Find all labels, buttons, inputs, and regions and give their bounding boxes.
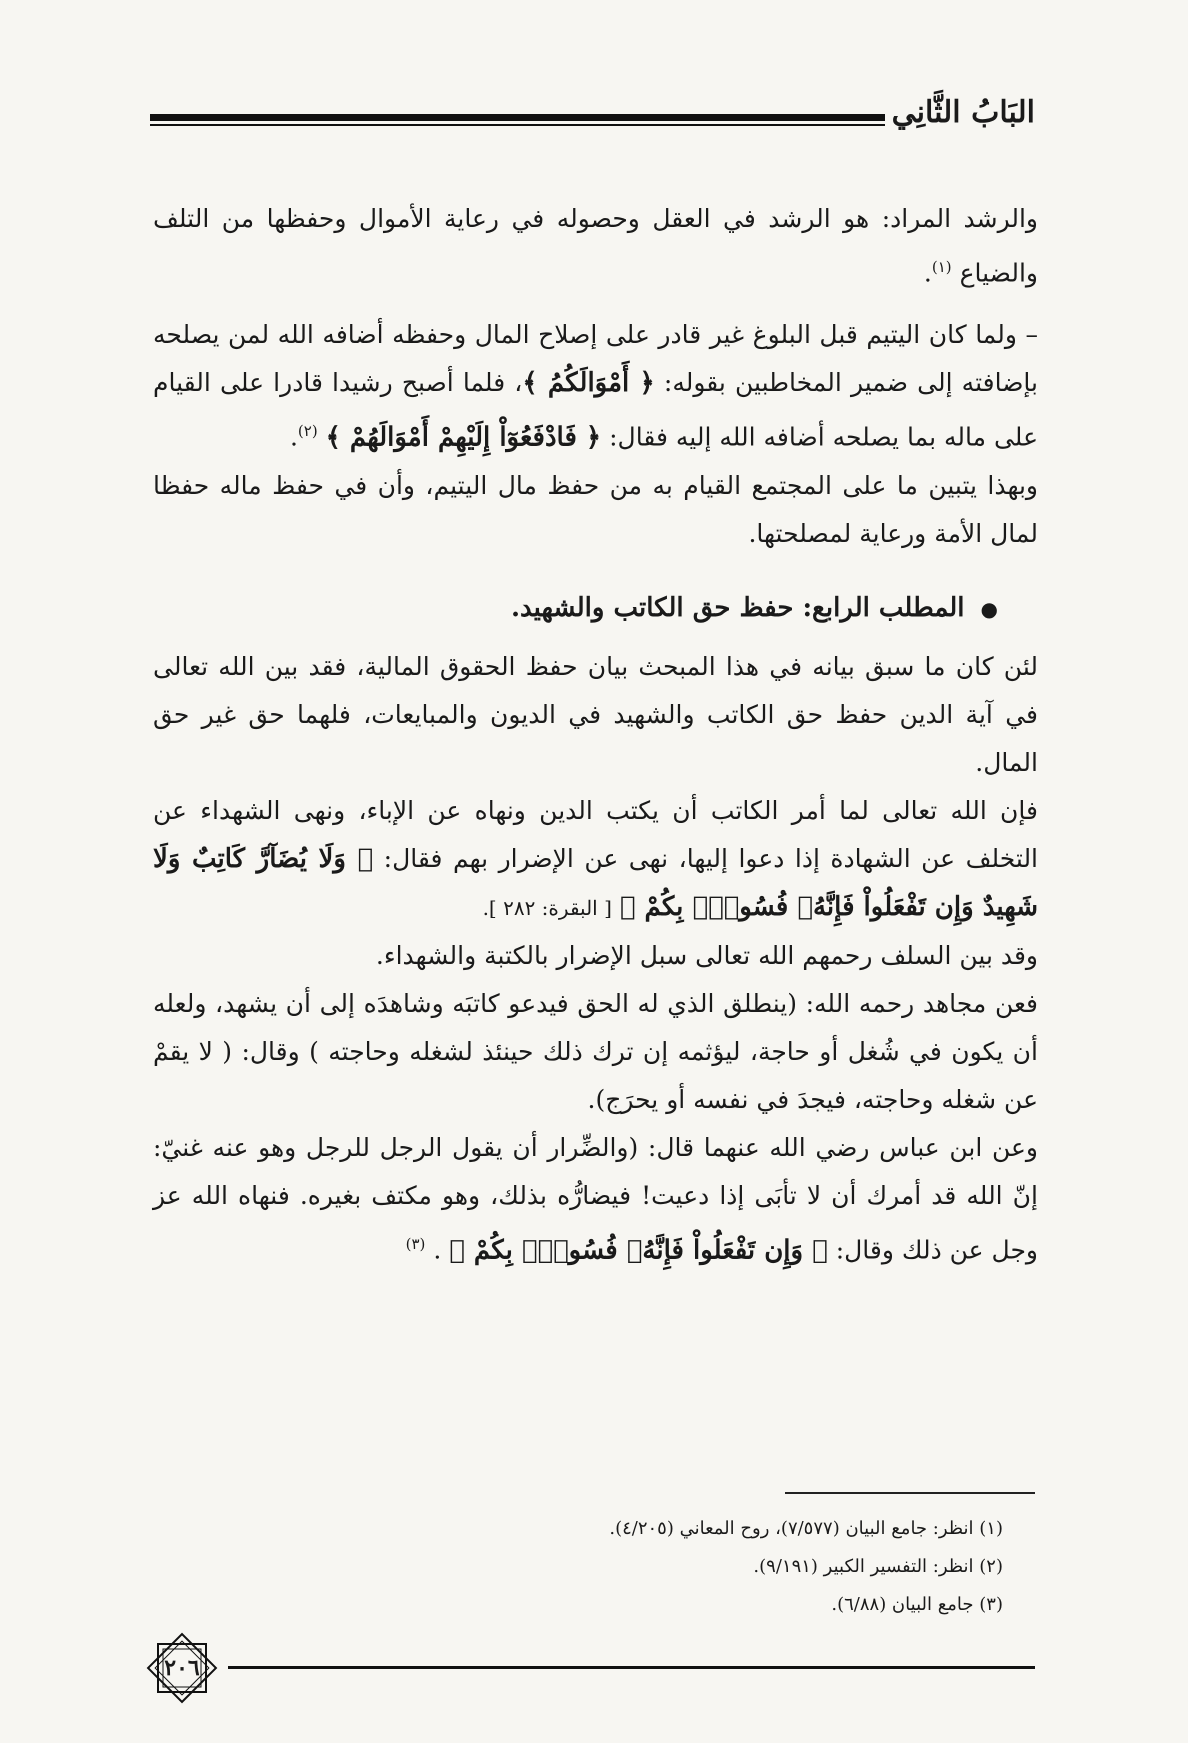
bullet-icon: ● (980, 596, 998, 621)
paragraph: – ولما كان اليتيم قبل البلوغ غير قادر على إصلاح المال وحفظه أضافه الله لمن يصلحه بإضافته إلى ضمير المخاطبين بقوله: ﴿ أَمْوَالَكُمُ ﴾، فلما أصبح رشيدا قادرا على القيام على ماله بما يصلحه أضافه الله إليه فقال: ﴿ فَادْفَعُوٓاْ إِلَيْهِمْ أَمْوَالَهُمْ ﴾ $^{(٢)}$. (153, 320, 1038, 453)
quran-quote: ﴿ وَلَا يُضَآرَّ كَاتِبٌ وَلَا شَهِيدٌ وَإِن تَفْعَلُواْ فَإِنَّهُۥ فُسُوقٌۢ بِكُمْ ﴾ (153, 843, 1038, 922)
quran-quote: ﴿ وَإِن تَفْعَلُواْ فَإِنَّهُۥ فُسُوقٌۢ بِكُمْ ﴾ (449, 1234, 828, 1265)
main-text (153, 195, 1038, 1274)
quran-quote: ﴿ أَمْوَالَكُمُ ﴾ (522, 368, 655, 399)
footnote: (٣) جامع البيان (٦/٨٨). (831, 1594, 1003, 1615)
footnotes (153, 1510, 1003, 1624)
footer-rule (228, 1666, 1035, 1669)
paragraph: فإن الله تعالى لما أمر الكاتب أن يكتب الدين ونهاه عن الإباء، ونهى الشهداء عن التخلف عن الشهادة إذا دعوا إليها، نهى عن الإضرار بهم فقال: ﴿ وَلَا يُضَآرَّ كَاتِبٌ وَلَا شَهِيدٌ وَإِن تَفْعَلُواْ فَإِنَّهُۥ فُسُوقٌۢ بِكُمْ ﴾ [ البقرة: ٢٨٢ ]. (153, 795, 1039, 922)
footnote-marker: (٣) (405, 1234, 426, 1253)
footnote: (١) انظر: جامع البيان (٧/٥٧٧)، روح المعاني (٤/٢٠٥). (609, 1518, 1003, 1539)
section-heading: ●المطلب الرابع: حفظ حق الكاتب والشهيد. (153, 584, 1038, 633)
quran-quote: ﴿ فَادْفَعُوٓاْ إِلَيْهِمْ أَمْوَالَهُمْ ﴾ (325, 422, 602, 453)
paragraph: وبهذا يتبين ما على المجتمع القيام به من حفظ مال اليتيم، وأن في حفظ ماله حفظا لمال الأمة ورعاية لمصلحتها. (153, 470, 1038, 548)
footnote-marker: (٢) (297, 422, 318, 441)
footnote-separator (785, 1492, 1035, 1494)
verse-reference: [ البقرة: ٢٨٢ ]. (482, 895, 612, 920)
page-number-badge (142, 1628, 222, 1708)
paragraph: والرشد المراد: هو الرشد في العقل وحصوله في رعاية الأموال وحفظها من التلف والضياع $^{(١)}$. (153, 204, 1038, 288)
paragraph: وقد بين السلف رحمهم الله تعالى سبل الإضرار بالكتبة والشهداء. (375, 940, 1038, 970)
paragraph: فعن مجاهد رحمه الله: (ينطلق الذي له الحق فيدعو كاتبَه وشاهدَه إلى أن يشهد، ولعله أن يكون في شُغل أو حاجة، ليؤثمه إن ترك ذلك حينئذ لشغله وحاجته ) وقال: ( لا يقمْ عن شغله وحاجته، فيجدَ في نفسه أو يحرَج). (153, 988, 1038, 1114)
paragraph: وعن ابن عباس رضي الله عنهما قال: (والضِّرار أن يقول الرجل للرجل وهو عنه غنيّ: إنّ الله قد أمرك أن لا تأبَى إذا دعيت! فيضارُّه بذلك، وهو مكتف بغيره. فنهاه الله عز وجل عن ذلك وقال: ﴿ وَإِن تَفْعَلُواْ فَإِنَّهُۥ فُسُوقٌۢ بِكُمْ ﴾ . $^{(٣)}$ (153, 1132, 1038, 1265)
header-rule (150, 114, 885, 126)
paragraph: لئن كان ما سبق بيانه في هذا المبحث بيان حفظ الحقوق المالية، فقد بين الله تعالى في آية الدين حفظ حق الكاتب والشهيد في الديون والمبايعات، فلهما حق غير حق المال. (153, 651, 1038, 777)
footnote-marker: (١) (931, 258, 952, 276)
chapter-title: البَابُ الثَّانِي (891, 95, 1035, 130)
footnote: (٢) انظر: التفسير الكبير (٩/١٩١). (753, 1556, 1003, 1577)
page-number: ٢٠٦ (164, 1655, 200, 1681)
page-header (150, 88, 1035, 148)
